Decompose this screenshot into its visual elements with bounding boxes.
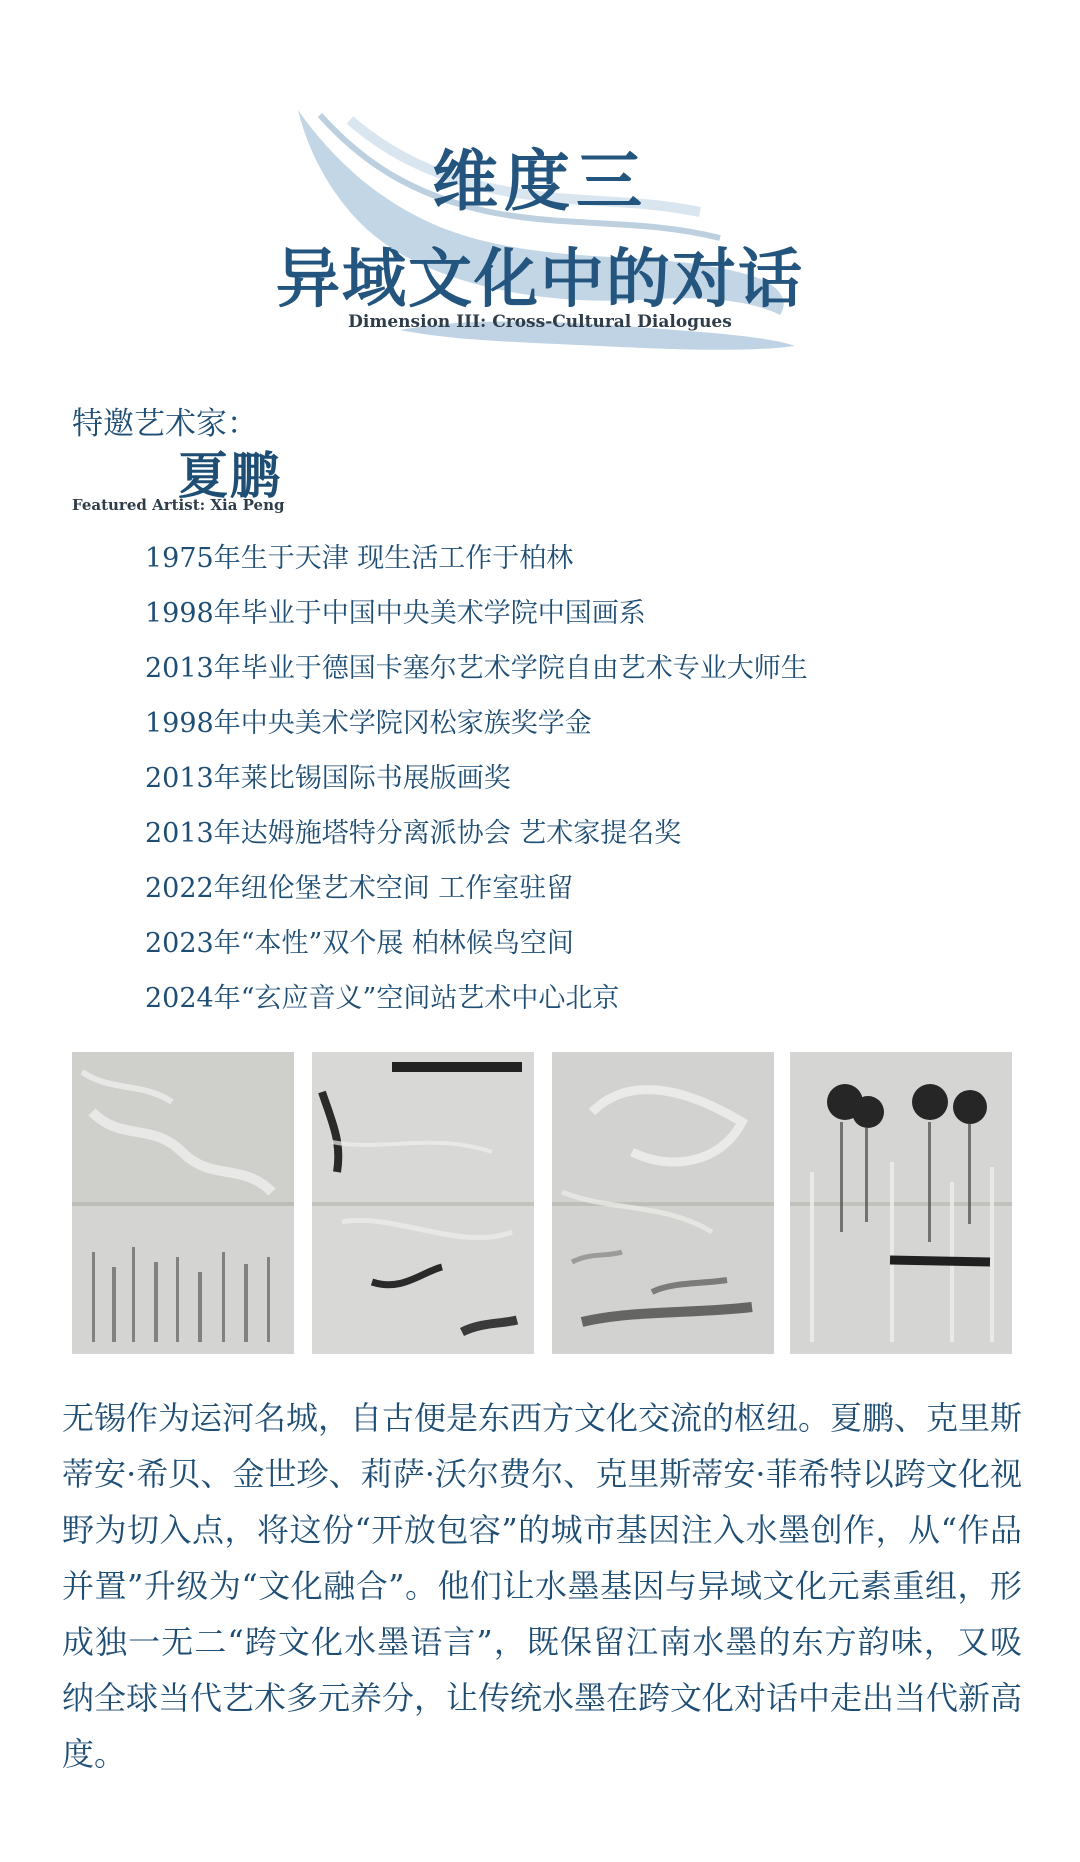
section-title-english: Dimension III: Cross-Cultural Dialogues bbox=[348, 312, 732, 332]
bio-item: 2013年达姆施塔特分离派协会 艺术家提名奖 bbox=[145, 818, 682, 849]
artist-name-english: Featured Artist: Xia Peng bbox=[72, 496, 285, 514]
artwork-image bbox=[552, 1052, 774, 1354]
section-subtitle: 异域文化中的对话 bbox=[276, 242, 804, 317]
bio-item: 2023年“本性”双个展 柏林候鸟空间 bbox=[145, 928, 574, 959]
artwork-image bbox=[312, 1052, 534, 1354]
bio-item: 1998年中央美术学院冈松家族奖学金 bbox=[145, 708, 592, 739]
artwork-image bbox=[790, 1052, 1012, 1354]
bio-item: 1975年生于天津 现生活工作于柏林 bbox=[145, 543, 574, 574]
bio-item: 2022年纽伦堡艺术空间 工作室驻留 bbox=[145, 873, 574, 904]
featured-artist-label: 特邀艺术家： bbox=[72, 406, 258, 442]
bio-item: 2024年“玄应音义”空间站艺术中心北京 bbox=[145, 983, 620, 1014]
bio-item: 1998年毕业于中国中央美术学院中国画系 bbox=[145, 598, 646, 629]
artist-name: 夏鹏 bbox=[178, 446, 282, 505]
bio-item: 2013年莱比锡国际书展版画奖 bbox=[145, 763, 511, 794]
artist-bio-list bbox=[145, 540, 808, 1035]
section-title: 维度三 bbox=[432, 142, 648, 220]
artwork-image bbox=[72, 1052, 294, 1354]
exhibition-description: 无锡作为运河名城，自古便是东西方文化交流的枢纽。夏鹏、克里斯蒂安·希贝、金世珍、莉萨·沃尔费尔、克里斯蒂安·菲希特以跨文化视野为切入点，将这份“开放包容”的城市基因注入水墨创作，从“作品并置”升级为“文化融合”。他们让水墨基因与异域文化元素重组，形成独一无二“跨文化水墨语言”，既保留江南水墨的东方韵味，又吸纳全球当代艺术多元养分，让传统水墨在跨文化对话中走出当代新高度。 bbox=[62, 1399, 1023, 1773]
bio-item: 2013年毕业于德国卡塞尔艺术学院自由艺术专业大师生 bbox=[145, 653, 808, 684]
artwork-gallery bbox=[72, 1052, 1012, 1354]
